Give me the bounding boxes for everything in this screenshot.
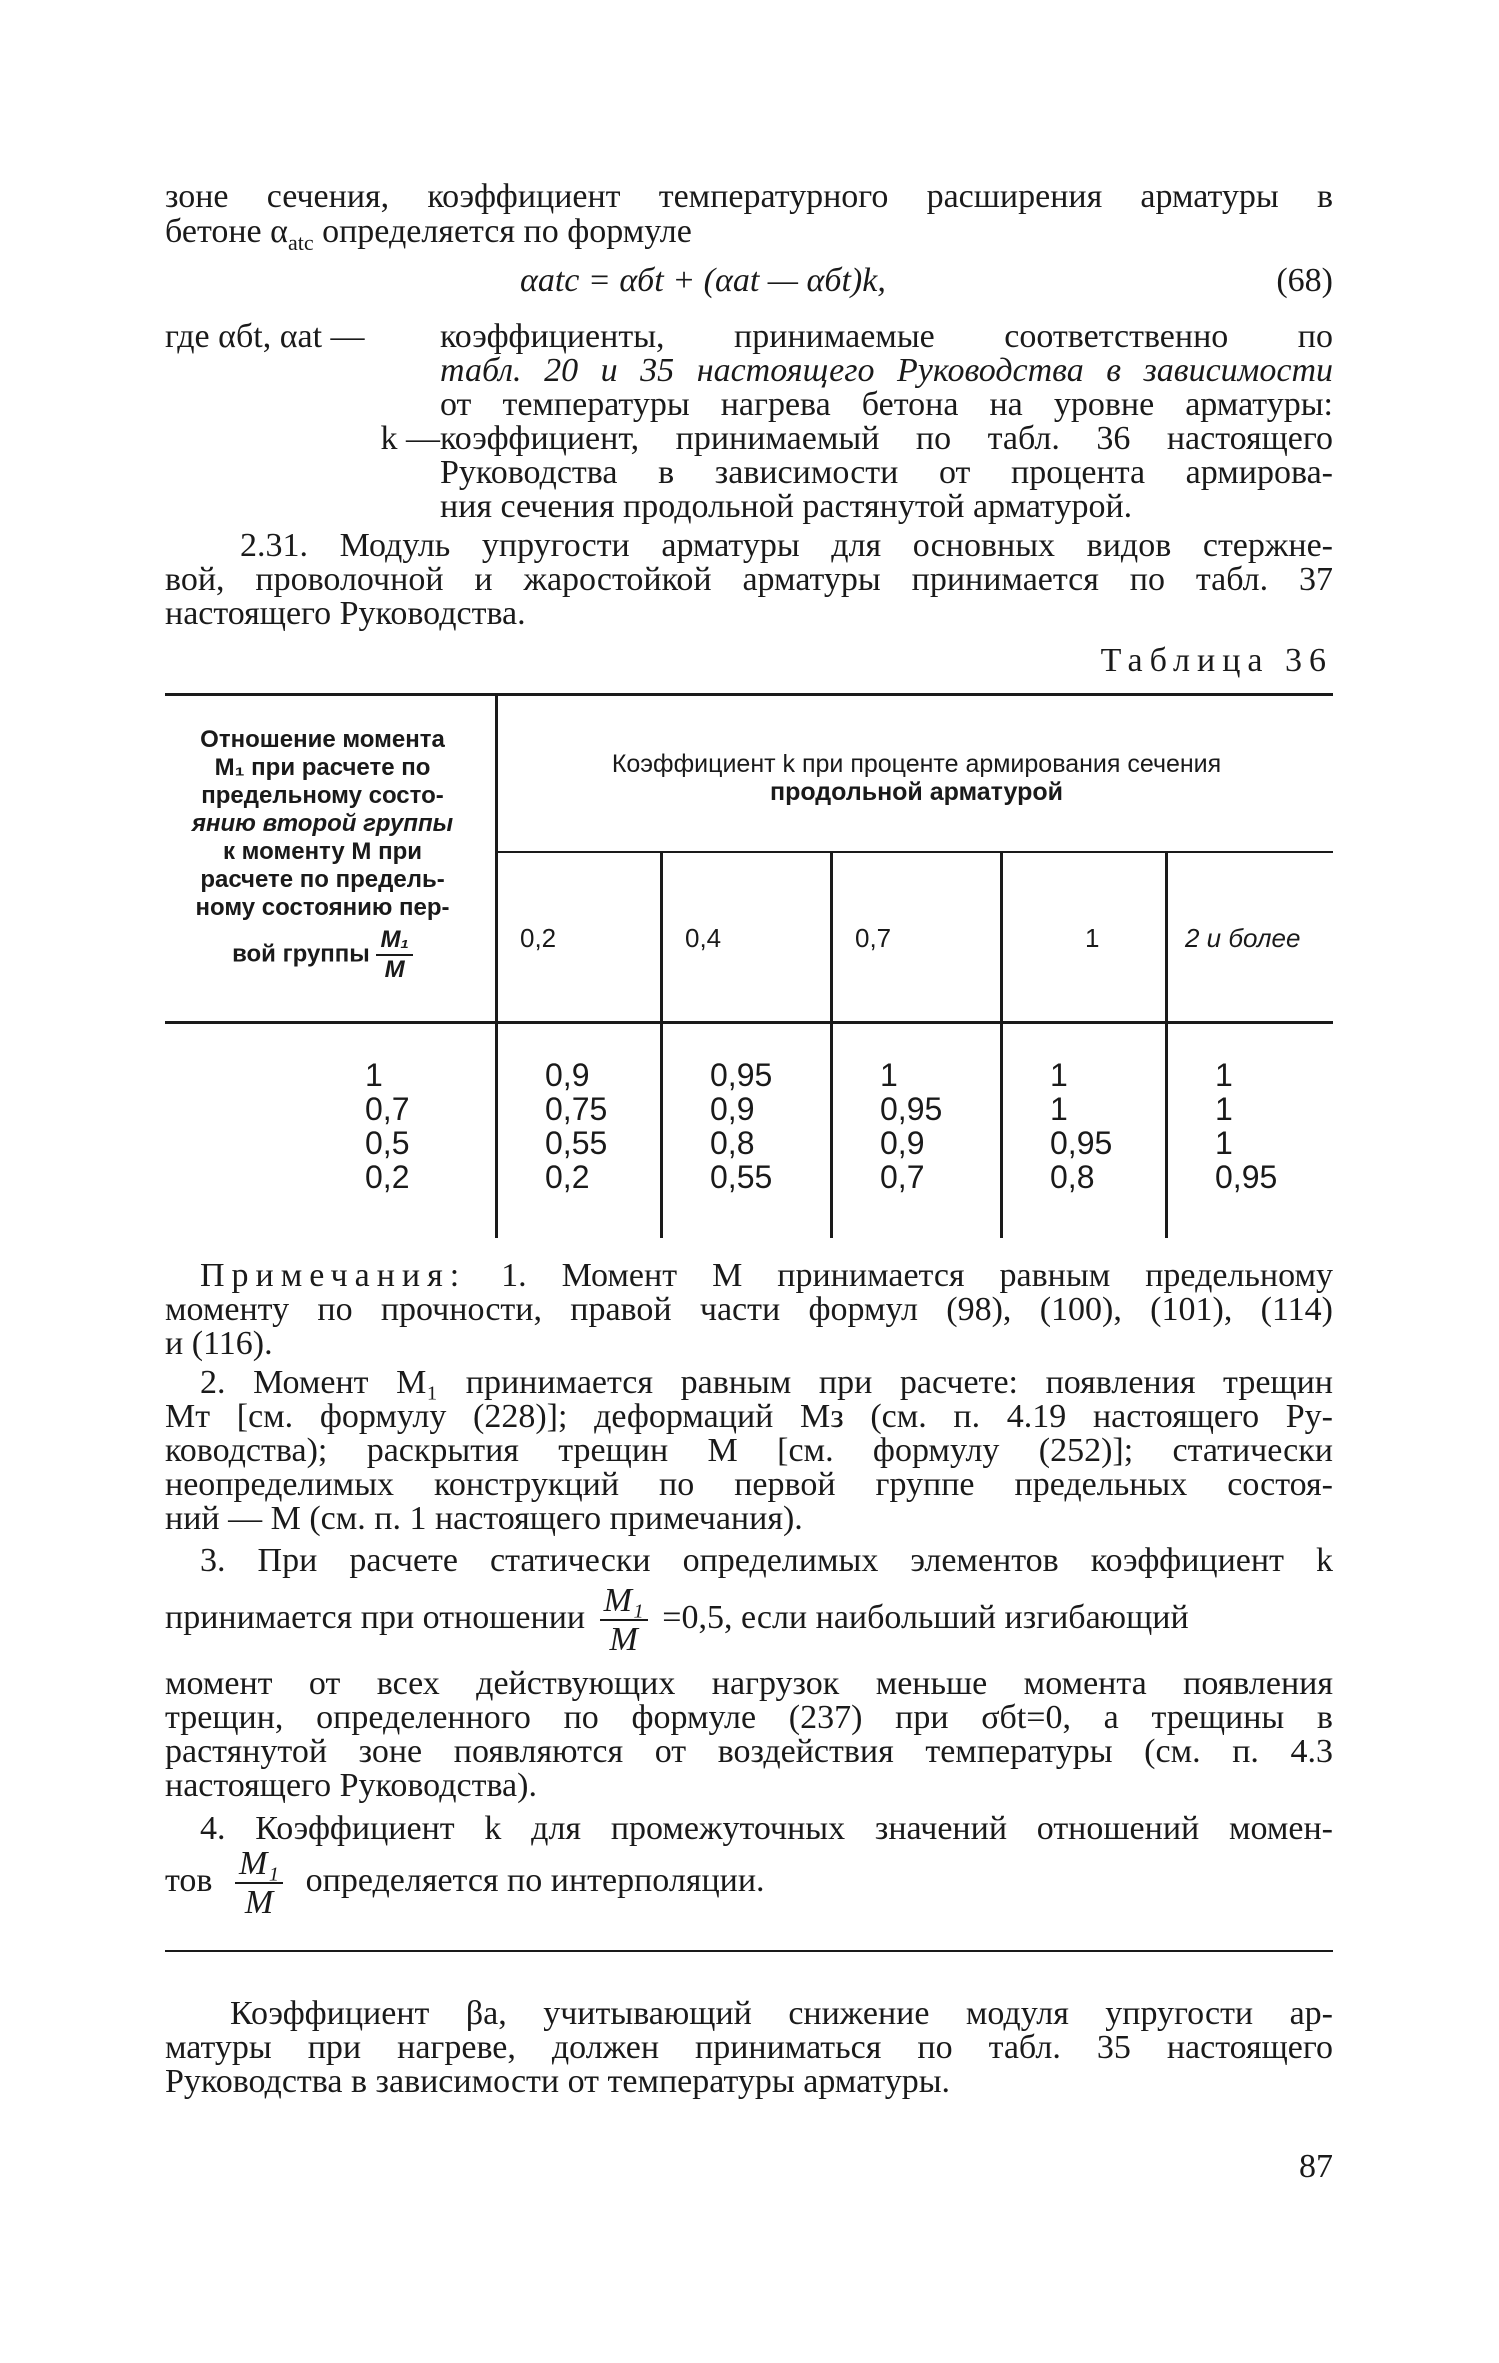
note-4-line-1: 4. Коэффициент k для промежуточных значений отношений момен- — [200, 1810, 1333, 1847]
col-header-0-7: 0,7 — [855, 923, 892, 953]
col-header-0-2: 0,2 — [520, 923, 557, 953]
section-line-2: вой, проволочной и жаростойкой арматуры принимается по табл. 37 — [165, 561, 1333, 598]
table-top-header: Коэффициент k при проценте армирования сечения продольной арматурой — [611, 750, 1222, 806]
note-3-line-4: трещин, определенного по формуле (237) при σбt=0, а трещины в — [165, 1699, 1333, 1736]
table-vline-left — [495, 693, 498, 1238]
where-k-line-1: коэффициент, принимаемый по табл. 36 настоящего — [440, 420, 1333, 457]
section-line-3: настоящего Руководства. — [165, 595, 526, 632]
col-header-0-4: 0,4 — [685, 923, 722, 953]
col-header-2-and-more: 2 и более — [1185, 923, 1301, 953]
note-4-fraction: $\frac{\text{M₁}}{M}$ — [235, 1845, 283, 1921]
intro-line-1: зоне сечения, коэффициент температурного расширения арматуры в — [165, 178, 1333, 215]
table-left-header-fraction: $\frac{\text{M₁}}{M}$ — [376, 926, 412, 984]
values-col-0-7: 1 0,95 0,9 0,7 — [880, 1057, 943, 1195]
where-line-2: табл. 20 и 35 настоящего Руководства в зависимости — [440, 352, 1333, 389]
page-number: 87 — [1299, 2148, 1333, 2185]
formula-number: (68) — [1276, 262, 1333, 299]
note-1-line-2: моменту по прочности, правой части формул (98), (100), (101), (114) — [165, 1291, 1333, 1328]
note-2-line-2: Mт [см. формулу (228)]; деформаций Mз (см. п. 4.19 настоящего Ру- — [165, 1398, 1333, 1435]
table-top-rule — [165, 693, 1333, 696]
note-2-line-5: ний — M (см. п. 1 настоящего примечания). — [165, 1500, 803, 1537]
values-col-0-4: 0,95 0,9 0,8 0,55 — [710, 1057, 773, 1195]
note-3-line-1: 3. При расчете статически определимых элементов коэффициент k — [200, 1542, 1333, 1579]
table-vline-3 — [1000, 853, 1003, 1238]
intro-line-2: бетоне $\alpha_{atc}$ определяется по формуле — [165, 213, 692, 255]
table-left-header: Отношение момента M₁ при расчете по предельному состо- янию второй группы к моменту M при расчете по предель- ному состоянию пер- вой группы $\frac{\text{M₁}}{M}$ — [191, 726, 454, 983]
note-3-line-5: растянутой зоне появляются от воздействия температуры (см. п. 4.3 — [165, 1733, 1333, 1770]
table-vline-2 — [830, 853, 833, 1238]
closing-line-1: Коэффициент βa, учитывающий снижение модуля упругости ар- — [230, 1995, 1333, 2032]
table-36 — [165, 693, 1333, 1238]
values-col-2-and-more: 1 1 1 0,95 — [1215, 1057, 1278, 1195]
formula-68: αatc = αбt + (αat — αбt)k, — [520, 262, 886, 299]
table-header-bottom-rule — [165, 1021, 1333, 1024]
note-1-line-1: Примечания: 1. Момент M принимается равным предельному — [200, 1257, 1333, 1294]
section-line-1: 2.31. Модуль упругости арматуры для основных видов стержне- — [240, 527, 1333, 564]
note-2-line-3: ководства); раскрытия трещин M [см. формулу (252)]; статически — [165, 1432, 1333, 1469]
note-2-line-4: неопределимых конструкций по первой группе предельных состоя- — [165, 1466, 1333, 1503]
closing-line-3: Руководства в зависимости от температуры арматуры. — [165, 2063, 951, 2100]
closing-line-2: матуры при нагреве, должен приниматься по табл. 35 настоящего — [165, 2029, 1333, 2066]
notes-divider — [165, 1950, 1333, 1952]
table-caption: Таблица 36 — [1100, 642, 1333, 679]
where-k-lead: k — — [380, 420, 440, 457]
where-lead: где αбt, αat — — [165, 318, 365, 355]
note-4-line-2: тов $\frac{\text{M₁}}{M}$ определяется по интерполяции. — [165, 1845, 765, 1921]
where-k-line-3: ния сечения продольной растянутой арматурой. — [440, 488, 1133, 525]
col-header-1: 1 — [1085, 923, 1100, 953]
note-3-line-6: настоящего Руководства). — [165, 1767, 537, 1804]
table-vline-1 — [660, 853, 663, 1238]
row-labels: 1 0,7 0,5 0,2 — [365, 1057, 410, 1195]
note-3-line-3: момент от всех действующих нагрузок меньше момента появления — [165, 1665, 1333, 1702]
note-1-line-3: и (116). — [165, 1325, 273, 1362]
where-k-line-2: Руководства в зависимости от процента армирова- — [440, 454, 1333, 491]
table-vline-4 — [1165, 853, 1168, 1238]
note-2-line-1: 2. Момент M₁ принимается равным при расчете: появления трещин — [200, 1364, 1333, 1401]
table-header-divider — [495, 851, 1333, 853]
note-3-fraction: $\frac{\text{M₁}}{M}$ — [600, 1582, 648, 1658]
where-line-3: от температуры нагрева бетона на уровне арматуры: — [440, 386, 1333, 423]
note-3-line-2: принимается при отношении $\frac{\text{M₁}}{M}$ =0,5, если наибольший изгибающий — [165, 1582, 1189, 1658]
where-line-1: коэффициенты, принимаемые соответственно по — [440, 318, 1333, 355]
values-col-1: 1 1 0,95 0,8 — [1050, 1057, 1113, 1195]
values-col-0-2: 0,9 0,75 0,55 0,2 — [545, 1057, 608, 1195]
